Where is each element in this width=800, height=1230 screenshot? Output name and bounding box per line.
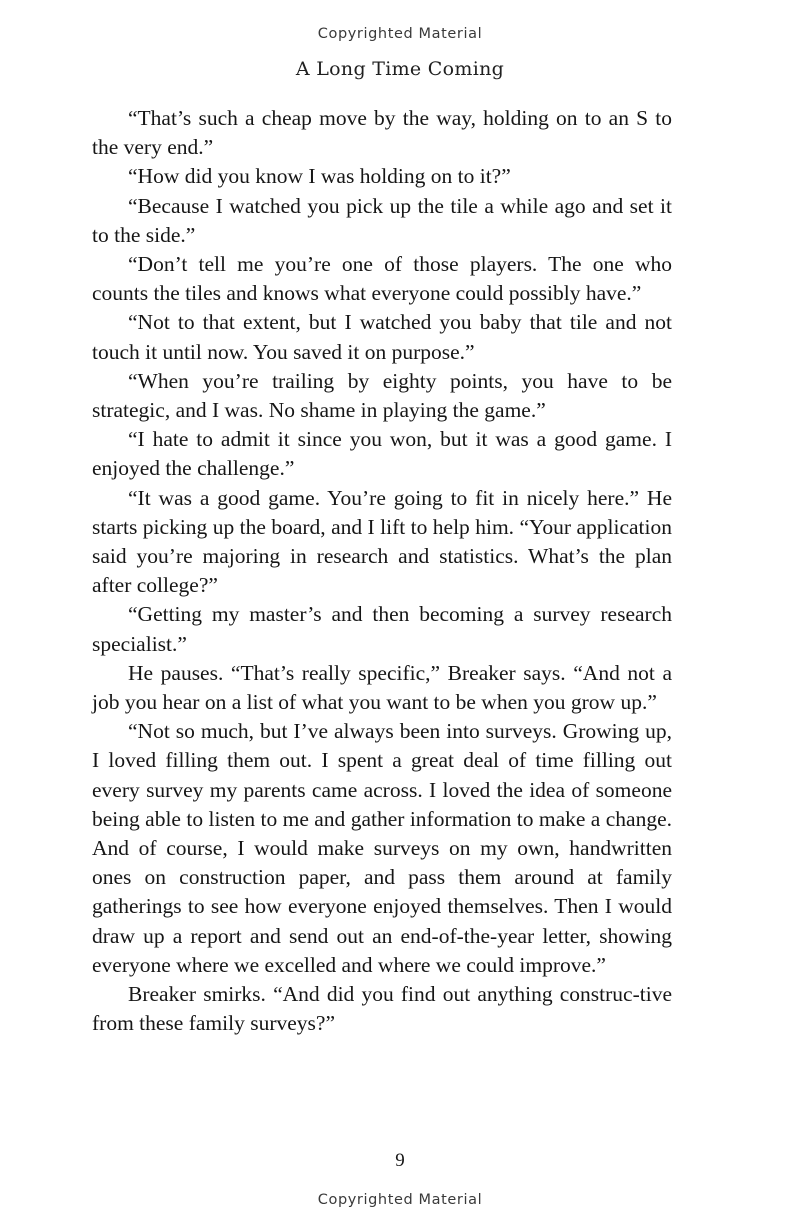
paragraph: He pauses. “That’s really specific,” Breaker says. “And not a job you hear on a list of what you want to be when you grow up.” — [92, 660, 672, 715]
running-head-title: A Long Time Coming — [295, 58, 505, 80]
page-number: 9 — [395, 1150, 405, 1171]
paragraph: “Getting my master’s and then becoming a survey research specialist.” — [92, 602, 672, 656]
paragraph: “It was a good game. You’re going to fit in nicely here.” He starts picking up the board, and I lift to help him. “Your application said you’re majoring in research and statistics. What’s the plan after college?” — [92, 485, 672, 598]
body-text-block — [92, 104, 672, 1039]
copyright-watermark-bottom: Copyrighted Material — [317, 1192, 483, 1208]
paragraph: “Don’t tell me you’re one of those players. The one who counts the tiles and knows what everyone could possibly have.” — [92, 252, 672, 306]
paragraph: “Not to that extent, but I watched you baby that tile and not touch it until now. You saved it on purpose.” — [92, 310, 672, 364]
copyright-watermark-top: Copyrighted Material — [317, 26, 483, 42]
paragraph: “I hate to admit it since you won, but it was a good game. I enjoyed the challenge.” — [92, 427, 672, 481]
paragraph: Breaker smirks. “And did you find out anything construc-tive from these family surveys?” — [92, 982, 672, 1036]
paragraph: “That’s such a cheap move by the way, holding on to an S to the very end.” — [92, 106, 672, 160]
paragraph: “Not so much, but I’ve always been into surveys. Growing up, I loved filling them out. I spent a great deal of time filling out every survey my parents came across. I loved the idea of someone being able to listen to me and gather information to make a change. And of course, I would make surveys on my own, handwritten ones on construction paper, and pass them around at family gatherings to see how everyone enjoyed themselves. Then I would draw up a report and send out an end-of-the-year letter, showing everyone where we excelled and where we could improve.” — [92, 719, 672, 977]
paragraph: “When you’re trailing by eighty points, you have to be strategic, and I was. No shame in playing the game.” — [92, 368, 672, 423]
paragraph: “Because I watched you pick up the tile a while ago and set it to the side.” — [92, 193, 672, 247]
paragraph: “How did you know I was holding on to it?” — [128, 164, 511, 189]
